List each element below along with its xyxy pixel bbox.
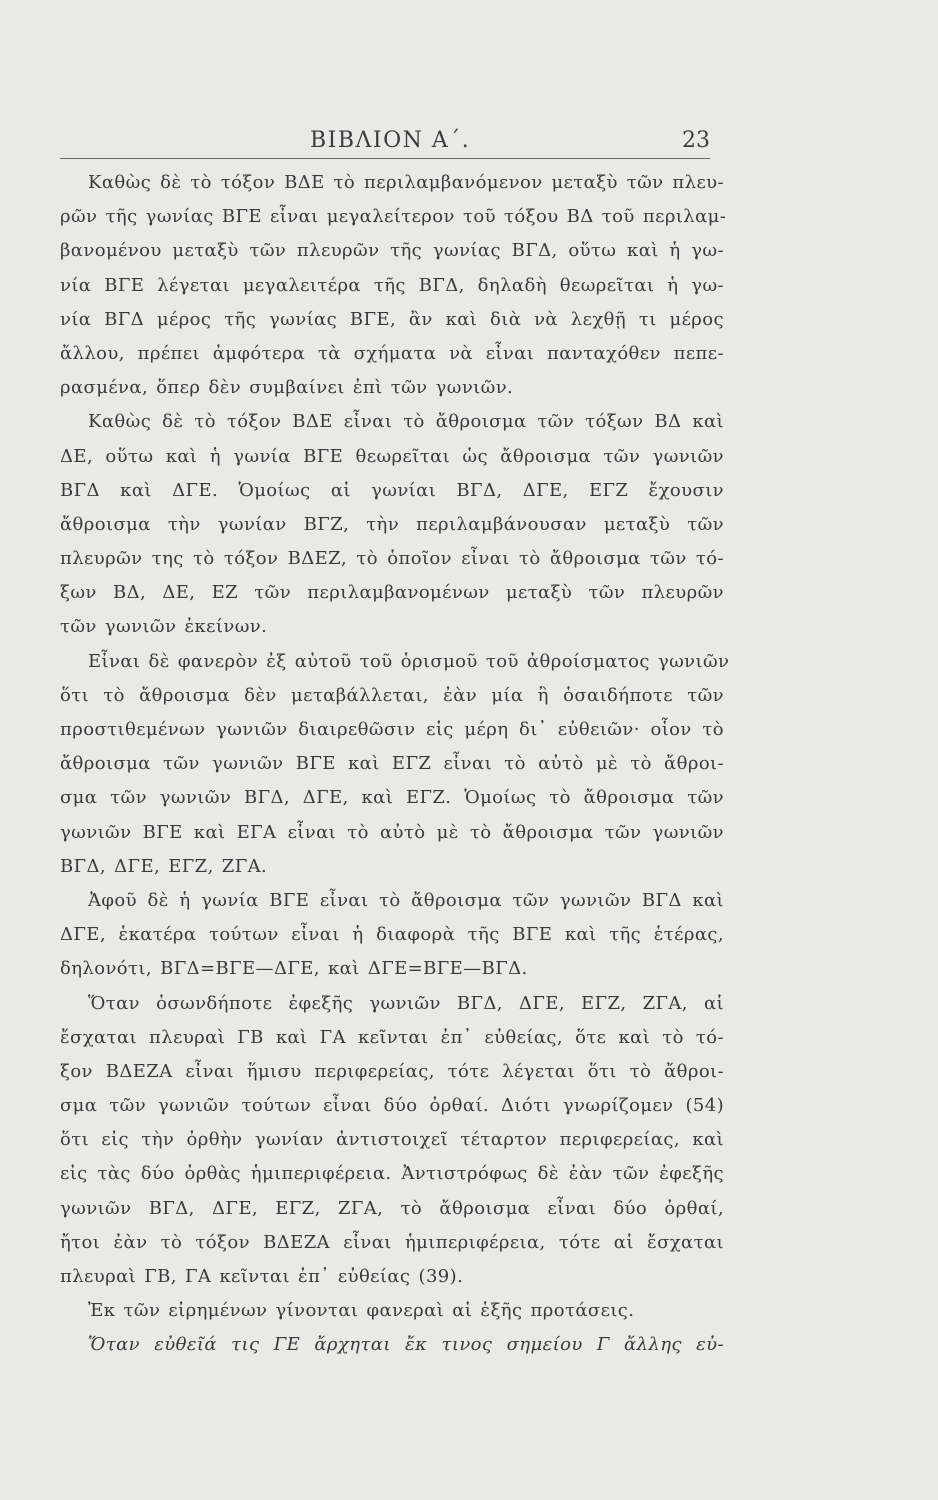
text-line: ὅτι εἰς τὴν ὀρθὴν γωνίαν ἀντιστοιχεῖ τέταρτον περιφερείας, καὶ xyxy=(60,1129,724,1151)
text-line: ὅτι τὸ ἄθροισμα δὲν μεταβάλλεται, ἐὰν μία ἢ ὁσαιδήποτε τῶν xyxy=(60,684,724,706)
page-number: 23 xyxy=(682,128,710,153)
text-line: γωνιῶν ΒΓΕ καὶ ΕΓΑ εἶναι τὸ αὐτὸ μὲ τὸ ἄθροισμα τῶν γωνιῶν xyxy=(60,821,724,843)
text-line: ρῶν τῆς γωνίας ΒΓΕ εἶναι μεγαλείτερον τοῦ τόξου ΒΔ τοῦ περιλαμ- xyxy=(60,206,727,228)
text-line: Ὅταν ὁσωνδήποτε ἐφεξῆς γωνιῶν ΒΓΔ, ΔΓΕ, ΕΓΖ, ΖΓΑ, αἱ xyxy=(88,992,724,1014)
text-line: ἄλλου, πρέπει ἀμφότερα τὰ σχήματα νὰ εἶναι πανταχόθεν πεπε- xyxy=(60,342,724,364)
text-line: ξων ΒΔ, ΔΕ, ΕΖ τῶν περιλαμβανομένων μεταξὺ τῶν πλευρῶν xyxy=(60,582,724,604)
text-line: ΒΓΔ, ΔΓΕ, ΕΓΖ, ΖΓΑ. xyxy=(60,855,268,877)
text-line: ρασμένα, ὅπερ δὲν συμβαίνει ἐπὶ τῶν γωνιῶν. xyxy=(60,377,514,399)
text-line: ΔΓΕ, ἑκατέρα τούτων εἶναι ἡ διαφορὰ τῆς ΒΓΕ καὶ τῆς ἑτέρας, xyxy=(60,924,724,946)
header-rule xyxy=(60,158,710,159)
text-line: βανομένου μεταξὺ τῶν πλευρῶν τῆς γωνίας ΒΓΔ, οὕτω καὶ ἡ γω- xyxy=(60,240,724,262)
text-line: γωνιῶν ΒΓΔ, ΔΓΕ, ΕΓΖ, ΖΓΑ, τὸ ἄθροισμα εἶναι δύο ὀρθαί, xyxy=(60,1197,724,1219)
text-line: προστιθεμένων γωνιῶν διαιρεθῶσιν εἰς μέρη δι᾽ εὐθειῶν· οἷον τὸ xyxy=(60,719,724,740)
text-line: σμα τῶν γωνιῶν ΒΓΔ, ΔΓΕ, καὶ ΕΓΖ. Ὁμοίως τὸ ἄθροισμα τῶν xyxy=(60,787,724,809)
text-line: ΔΕ, οὕτω καὶ ἡ γωνία ΒΓΕ θεωρεῖται ὡς ἄθροισμα τῶν γωνιῶν xyxy=(60,445,724,467)
text-line: ξον ΒΔΕΖΑ εἶναι ἥμισυ περιφερείας, τότε λέγεται ὅτι τὸ ἄθροι- xyxy=(60,1060,724,1082)
text-line: Καθὼς δὲ τὸ τόξον ΒΔΕ εἶναι τὸ ἄθροισμα τῶν τόξων ΒΔ καὶ xyxy=(88,411,724,433)
text-line: πλευρῶν της τὸ τόξον ΒΔΕΖ, τὸ ὁποῖον εἶναι τὸ ἄθροισμα τῶν τό- xyxy=(60,548,724,570)
text-line: ΒΓΔ καὶ ΔΓΕ. Ὁμοίως αἱ γωνίαι ΒΓΔ, ΔΓΕ, ΕΓΖ ἔχουσιν xyxy=(60,479,724,501)
text-line: ἤτοι ἐὰν τὸ τόξον ΒΔΕΖΑ εἶναι ἡμιπεριφέρεια, τότε αἱ ἔσχαται xyxy=(60,1231,724,1253)
text-line: εἰς τὰς δύο ὀρθὰς ἡμιπεριφέρεια. Ἀντιστρόφως δὲ ἐὰν τῶν ἐφεξῆς xyxy=(60,1163,724,1185)
text-line: ἔσχαται πλευραὶ ΓΒ καὶ ΓΑ κεῖνται ἐπ᾽ εὐθείας, ὅτε καὶ τὸ τό- xyxy=(60,1026,724,1048)
text-line: ἄθροισμα τὴν γωνίαν ΒΓΖ, τὴν περιλαμβάνουσαν μεταξὺ τῶν xyxy=(60,513,724,535)
text-line: Ἐκ τῶν εἰρημένων γίνονται φανεραὶ αἱ ἑξῆς προτάσεις. xyxy=(88,1300,635,1322)
text-line: ἄθροισμα τῶν γωνιῶν ΒΓΕ καὶ ΕΓΖ εἶναι τὸ αὐτὸ μὲ τὸ ἄθροι- xyxy=(60,753,724,775)
running-title: ΒΙΒΛΙΟΝ Α΄. xyxy=(310,128,471,153)
text-line: σμα τῶν γωνιῶν τούτων εἶναι δύο ὀρθαί. Διότι γνωρίζομεν (54) xyxy=(60,1095,724,1117)
page-body xyxy=(60,166,730,1363)
text-line: Ὅταν εὐθεῖά τις ΓΕ ἄρχηται ἔκ τινος σημείου Γ ἄλλης εὐ- xyxy=(88,1334,724,1356)
text-line: νία ΒΓΕ λέγεται μεγαλειτέρα τῆς ΒΓΔ, δηλαδὴ θεωρεῖται ἡ γω- xyxy=(60,274,724,296)
text-line: Καθὼς δὲ τὸ τόξον ΒΔΕ τὸ περιλαμβανόμενον μεταξὺ τῶν πλευ- xyxy=(88,172,724,193)
text-line: πλευραὶ ΓΒ, ΓΑ κεῖνται ἐπ᾽ εὐθείας (39). xyxy=(60,1266,464,1287)
text-line: νία ΒΓΔ μέρος τῆς γωνίας ΒΓΕ, ἂν καὶ διὰ νὰ λεχθῇ τι μέρος xyxy=(60,308,724,330)
text-line: Ἀφοῦ δὲ ἡ γωνία ΒΓΕ εἶναι τὸ ἄθροισμα τῶν γωνιῶν ΒΓΔ καὶ xyxy=(88,889,724,911)
text-line: δηλονότι, ΒΓΔ=ΒΓΕ—ΔΓΕ, καὶ ΔΓΕ=ΒΓΕ—ΒΓΔ. xyxy=(60,958,528,980)
text-line: τῶν γωνιῶν ἐκείνων. xyxy=(60,616,268,638)
text-line: Εἶναι δὲ φανερὸν ἐξ αὐτοῦ τοῦ ὁρισμοῦ τοῦ ἀθροίσματος γωνιῶν xyxy=(88,650,730,672)
